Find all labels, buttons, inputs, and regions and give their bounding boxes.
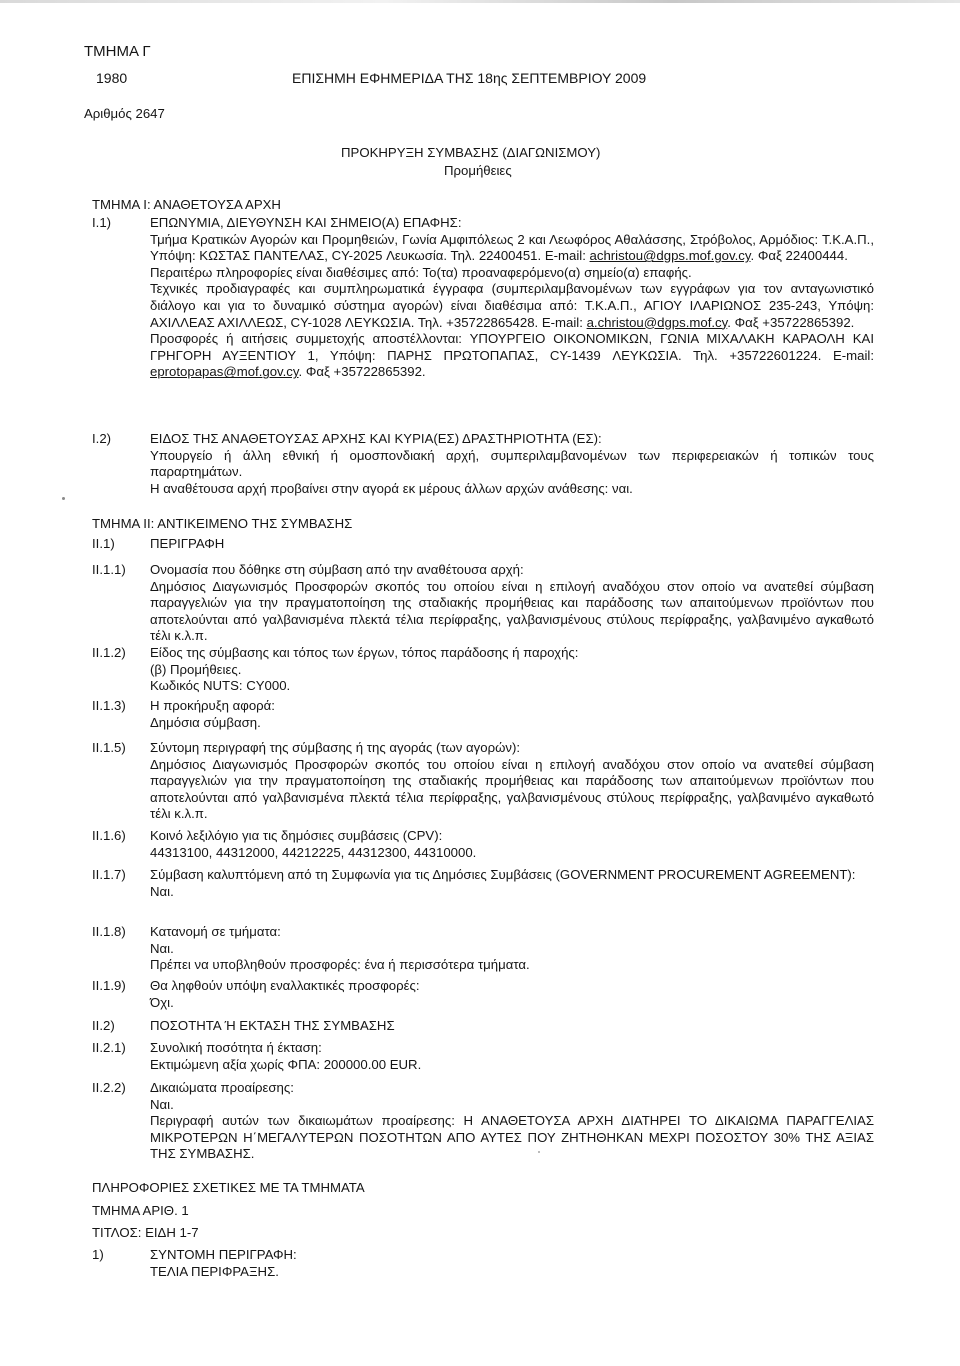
scan-speck bbox=[62, 497, 65, 500]
scan-speck-2 bbox=[538, 1151, 540, 1153]
item-ii19-heading: Θα ληφθούν υπόψη εναλλακτικές προσφορές: bbox=[150, 978, 420, 993]
item-ii11-number: ΙΙ.1.1) bbox=[92, 562, 126, 577]
item-ii1-number: ΙΙ.1) bbox=[92, 536, 115, 551]
lot-item-heading: ΣΥΝΤΟΜΗ ΠΕΡΙΓΡΑΦΗ: bbox=[150, 1247, 297, 1262]
notice-title: ΠΡΟΚΗΡΥΞΗ ΣΥΜΒΑΣΗΣ (ΔΙΑΓΩΝΙΣΜΟΥ) bbox=[341, 145, 601, 160]
section-i-heading: ΤΜΗΜΑ Ι: ΑΝΑΘΕΤΟΥΣΑ ΑΡΧΗ bbox=[92, 197, 281, 212]
item-ii2-number: ΙΙ.2) bbox=[92, 1018, 115, 1033]
further-info-paragraph: Περαιτέρω πληροφορίες είναι διαθέσιμες από: Το(τα) προαναφερόμενο(α) σημείο(α) επαφής. bbox=[150, 264, 692, 280]
item-i2-block bbox=[150, 431, 874, 497]
item-ii12-block bbox=[150, 645, 874, 695]
submission-email-link[interactable]: eprotopapas@mof.gov.cy bbox=[150, 364, 299, 380]
item-ii15-block bbox=[150, 740, 874, 823]
cpv-codes: 44313100, 44312000, 44212225, 44312300, 44310000. bbox=[150, 844, 477, 860]
item-ii13-heading: Η προκήρυξη αφορά: bbox=[150, 698, 275, 713]
lots-answer: Ναι. bbox=[150, 940, 174, 956]
item-ii19-block bbox=[150, 978, 874, 1011]
item-ii21-heading: Συνολική ποσότητα ή έκταση: bbox=[150, 1040, 322, 1055]
section-ii-heading: ΤΜΗΜΑ ΙΙ: ΑΝΤΙΚΕΙΜΕΝΟ ΤΗΣ ΣΥΜΒΑΣΗΣ bbox=[92, 516, 353, 531]
issue-number: Αριθμός 2647 bbox=[84, 106, 165, 121]
submission-fax: . Φαξ +35722865392. bbox=[298, 364, 426, 380]
item-ii1-heading: ΠΕΡΙΓΡΑΦΗ bbox=[150, 536, 225, 551]
item-ii16-block bbox=[150, 828, 874, 861]
short-description-text: Δημόσιος Διαγωνισμός Προσφορών σκοπός του οποίου είναι η επιλογή αναδόχου στον οποίο να ανατεθεί σύμβαση παραγγελιών για την πραγματοποίηση της σταδιακής προμήθειας και παράδοσης των απαιτούμενων προϊόντων που αποτελούνται από γαλβανισμένα πλεκτά τέλια περίφραξης, γαλβανισμένους στύλους περίφραξης, γαλβανιμένο αγκαθωτό τέλι κ.λ.π. bbox=[150, 756, 874, 822]
item-ii17-number: ΙΙ.1.7) bbox=[92, 867, 126, 882]
item-ii11-heading: Ονομασία που δόθηκε στη σύμβαση από την αναθέτουσα αρχή: bbox=[150, 562, 524, 577]
nuts-code: Κωδικός NUTS: CY000. bbox=[150, 678, 291, 694]
contact-email-link[interactable]: achristou@dgps.mof.gov.cy bbox=[589, 248, 751, 264]
item-i1-block bbox=[150, 215, 874, 381]
item-ii21-block bbox=[150, 1040, 874, 1073]
contact-text: Τμήμα Κρατικών Αγορών και Προμηθειών, Γωνία Αμφιπόλεως 2 και Λεωφόρος Αθαλάσσης, Στρόβολος, Αρμόδιος: Τ.Κ.Α.Π., Υπόψη: ΚΩΣΤΑΣ ΠΑΝΤΕΛΑΣ, CY-2025 Λευκωσία. Τηλ. 22400451. E-mail: bbox=[150, 231, 874, 264]
item-i1-number: Ι.1) bbox=[92, 215, 112, 230]
item-i2-heading: ΕΙΔΟΣ ΤΗΣ ΑΝΑΘΕΤΟΥΣΑΣ ΑΡΧΗΣ ΚΑΙ ΚΥΡΙΑ(ΕΣ) ΔΡΑΣΤΗΡΙΟΤΗΤΑ (ΕΣ): bbox=[150, 431, 602, 446]
gpa-answer: Ναι. bbox=[150, 883, 174, 899]
item-ii22-heading: Δικαιώματα προαίρεσης: bbox=[150, 1080, 294, 1095]
specs-email-link[interactable]: a.christou@dgps.mof.cy bbox=[586, 314, 728, 330]
contact-paragraph bbox=[150, 232, 874, 265]
item-ii13-block bbox=[150, 698, 874, 731]
authority-type: Υπουργείο ή άλλη εθνική ή ομοσπονδιακή αρχή, συμπεριλαμβανομένων των περιφερειακών ή τοπικών τους παραρτημάτων. bbox=[150, 447, 874, 480]
item-ii18-block bbox=[150, 924, 874, 974]
item-ii18-heading: Κατανομή σε τμήματα: bbox=[150, 924, 281, 939]
item-ii17-heading: Σύμβαση καλυπτόμενη από τη Συμφωνία για τις Δημόσιες Συμβάσεις (GOVERNMENT PROCUREMENT AGREEMENT): bbox=[150, 867, 856, 882]
item-ii18-number: ΙΙ.1.8) bbox=[92, 924, 126, 939]
page-number: 1980 bbox=[96, 70, 128, 86]
submission-text: Προσφορές ή αιτήσεις συμμετοχής αποστέλλονται: ΥΠΟΥΡΓΕΙΟ ΟΙΚΟΝΟΜΙΚΩΝ, ΓΩΝΙΑ ΜΙΧΑΛΑΚΗ ΚΑΡΑΟΛΗ ΚΑΙ ΓΡΗΓΟΡΗ ΑΥΞΕΝΤΙΟΥ 1, Υπόψη: ΠΑΡΗΣ ΠΡΩΤΟΠΑΠΑΣ, CY-1439 ΛΕΥΚΩΣΙΑ. Τηλ. +35722601224. E-mail: bbox=[150, 331, 874, 363]
gazette-title: ΕΠΙΣΗΜΗ ΕΦΗΜΕΡΙΔΑ ΤΗΣ 18ης ΣΕΠΤΕΜΒΡΙΟΥ 2009 bbox=[292, 70, 647, 86]
options-description: Περιγραφή αυτών των δικαιωμάτων προαίρεσης: Η ΑΝΑΘΕΤΟΥΣΑ ΑΡΧΗ ΔΙΑΤΗΡΕΙ ΤΟ ΔΙΚΑΙΩΜΑ ΠΑΡΑΓΓΕΛΙΑΣ ΜΙΚΡΟΤΕΡΩΝ Η΄ΜΕΓΑΛΥΤΕΡΩΝ ΠΟΣΟΤΗΤΩΝ ΑΠΟ ΑΥΤΕΣ ΠΟΥ ΖΗΤΗΘΗΚΑΝ ΜΕΧΡΙ ΠΟΣΟΣΤΟΥ 30% ΤΗΣ ΑΞΙΑΣ ΤΗΣ ΣΥΜΒΑΣΗΣ. bbox=[150, 1113, 874, 1162]
item-ii15-number: ΙΙ.1.5) bbox=[92, 740, 126, 755]
item-ii17-block bbox=[150, 867, 874, 900]
lot-item-text: ΤΕΛΙΑ ΠΕΡΙΦΡΑΞΗΣ. bbox=[150, 1264, 279, 1279]
lots-info-heading: ΠΛΗΡΟΦΟΡΙΕΣ ΣΧΕΤΙΚΕΣ ΜΕ ΤΑ ΤΜΗΜΑΤΑ bbox=[92, 1180, 365, 1195]
options-answer: Ναι. bbox=[150, 1096, 174, 1112]
item-ii2-heading: ΠΟΣΟΤΗΤΑ Ή ΕΚΤΑΣΗ ΤΗΣ ΣΥΜΒΑΣΗΣ bbox=[150, 1018, 395, 1033]
estimated-value: Εκτιμώμενη αξία χωρίς ΦΠΑ: 200000.00 EUR. bbox=[150, 1056, 422, 1072]
item-ii19-number: ΙΙ.1.9) bbox=[92, 978, 126, 993]
item-ii16-heading: Κοινό λεξιλόγιο για τις δημόσιες συμβάσεις (CPV): bbox=[150, 828, 443, 843]
specs-text: Τεχνικές προδιαγραφές και συμπληρωματικά έγγραφα (συμπεριλαμβανομένων των εγγράφων για τον ανταγωνιστικό διάλογο και για το δυναμικό σύστημα αγορών) είναι διαθέσιμα από: Τ.Κ.Α.Π., ΑΓΙΟΥ ΙΛΑΡΙΩΝΟΣ 235-243, Υπόψη: ΑΧΙΛΛΕΑΣ ΑΧΙΛΛΕΩΣ, CY-1028 ΛΕΥΚΩΣΙΑ. Τηλ. +35722865428. E-mail: bbox=[150, 281, 874, 330]
item-ii12-number: ΙΙ.1.2) bbox=[92, 645, 126, 660]
contract-type: (β) Προμήθειες. bbox=[150, 661, 242, 677]
item-ii21-number: ΙΙ.2.1) bbox=[92, 1040, 126, 1055]
scan-top-edge bbox=[0, 0, 960, 3]
item-ii22-number: ΙΙ.2.2) bbox=[92, 1080, 126, 1095]
lot-number: ΤΜΗΜΑ ΑΡΙΘ. 1 bbox=[92, 1203, 189, 1218]
lot-title: ΤΙΤΛΟΣ: ΕΙΔΗ 1-7 bbox=[92, 1225, 199, 1240]
notice-subtitle: Προμήθειες bbox=[444, 163, 512, 178]
authority-behalf: Η αναθέτουσα αρχή προβαίνει στην αγορά εκ μέρους άλλων αρχών ανάθεσης: ναι. bbox=[150, 480, 633, 496]
specs-fax: . Φαξ +35722865392. bbox=[727, 314, 855, 330]
item-ii15-heading: Σύντομη περιγραφή της σύμβασης ή της αγοράς (των αγορών): bbox=[150, 740, 521, 755]
section-label: ΤΜΗΜΑ Γ bbox=[84, 43, 151, 60]
item-ii16-number: ΙΙ.1.6) bbox=[92, 828, 126, 843]
item-i2-number: Ι.2) bbox=[92, 431, 112, 446]
lots-submission: Πρέπει να υποβληθούν προσφορές: ένα ή περισσότερα τμήματα. bbox=[150, 957, 530, 973]
variants-answer: Όχι. bbox=[150, 994, 174, 1010]
submission-paragraph bbox=[150, 331, 874, 381]
item-ii13-number: ΙΙ.1.3) bbox=[92, 698, 126, 713]
lot-item-number: 1) bbox=[92, 1247, 104, 1262]
contact-fax: . Φαξ 22400444. bbox=[750, 248, 848, 264]
item-ii22-block bbox=[150, 1080, 874, 1163]
contract-title-text: Δημόσιος Διαγωνισμός Προσφορών σκοπός του οποίου είναι η επιλογή αναδόχου στον οποίο να ανατεθεί σύμβαση παραγγελιών για την πραγματοποίηση της σταδιακής προμήθειας και παράδοσης των απαιτούμενων προϊόντων που αποτελούνται από γαλβανισμένα πλεκτά τέλια περίφραξης, γαλβανισμένους στύλους περίφραξης, γαλβανιμένο αγκαθωτό τέλι κ.λ.π. bbox=[150, 578, 874, 644]
notice-concerns: Δημόσια σύμβαση. bbox=[150, 714, 261, 730]
specs-paragraph bbox=[150, 281, 874, 331]
item-ii11-block bbox=[150, 562, 874, 645]
item-i1-heading: ΕΠΩΝΥΜΙΑ, ΔΙΕΥΘΥΝΣΗ ΚΑΙ ΣΗΜΕΙΟ(Α) ΕΠΑΦΗΣ: bbox=[150, 215, 462, 230]
item-ii12-heading: Είδος της σύμβασης και τόπος των έργων, τόπος παράδοσης ή παροχής: bbox=[150, 645, 579, 660]
